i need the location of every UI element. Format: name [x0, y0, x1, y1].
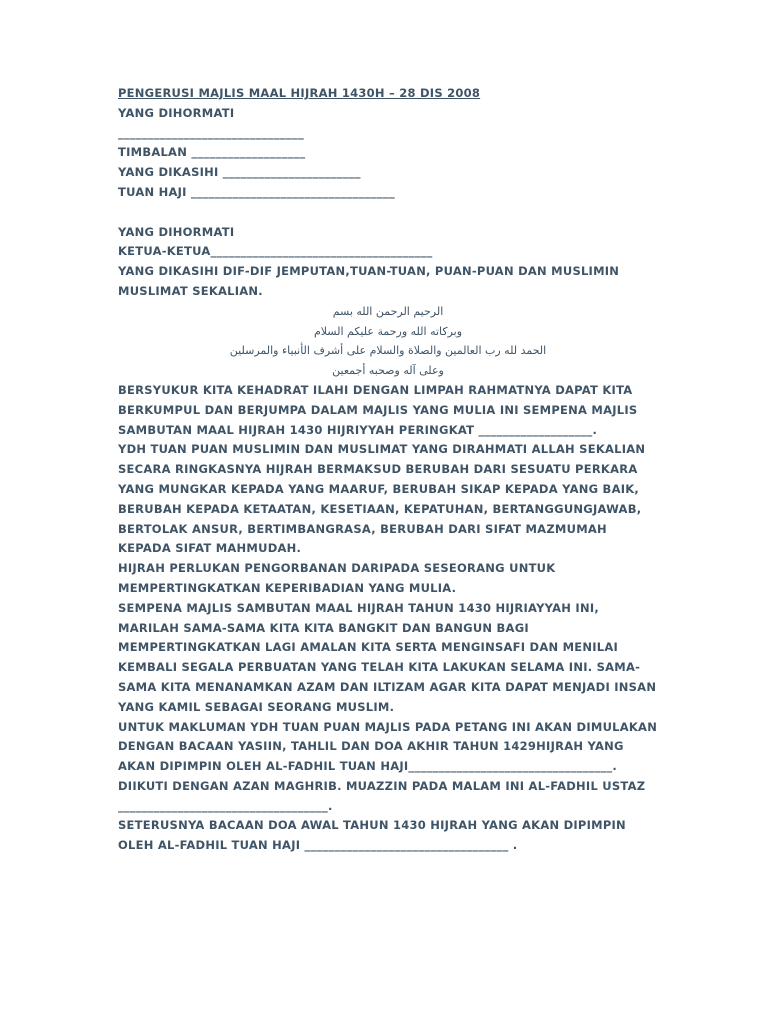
salutation-line: TUAN HAJI __________________________________: [118, 184, 395, 199]
speech-paragraph: DIIKUTI DENGAN AZAN MAGHRIB. MUAZZIN PADA MALAM INI AL-FADHIL USTAZ ___________________________________.: [118, 778, 646, 813]
arabic-salawat: وعلى آله وصحبه أجمعين: [332, 364, 444, 378]
speech-paragraph: YDH TUAN PUAN MUSLIMIN DAN MUSLIMAT YANG DIRAHMATI ALLAH SEKALIAN: [118, 442, 646, 457]
salutation-line: YANG DIHORMATI: [118, 224, 235, 239]
document-heading: PENGERUSI MAJLIS MAAL HIJRAH 1430H – 28 DIS 2008: [118, 86, 481, 100]
speech-paragraph: SECARA RINGKASNYA HIJRAH BERMAKSUD BERUBAH DARI SESUATU PERKARA YANG MUNGKAR KEPADA YANG MAARUF, BERUBAH SIKAP KEPADA YANG BAIK, BERUBAH KEPADA KETAATAN, KESETIAAN, KEPATUHAN, BERTANGGUNGJAWAB, BERTOLAK ANSUR, BERTIMBANGRASA, BERUBAH DARI SIFAT MAZMUMAH KEPADA SIFAT MAHMUDAH.: [118, 462, 642, 556]
arabic-basmalah: الرحيم الرحمن الله بسم: [332, 304, 444, 318]
speech-paragraph: UNTUK MAKLUMAN YDH TUAN PUAN MAJLIS PADA PETANG INI AKAN DIMULAKAN DENGAN BACAAN YASIIN, TAHLIL DAN DOA AKHIR TAHUN 1429HIJRAH YANG AKAN DIPIMPIN OLEH AL-FADHIL TUAN HAJI__________________________________.: [118, 719, 658, 774]
spacer: [118, 203, 658, 223]
salutation-line: TIMBALAN ___________________: [118, 145, 306, 160]
salutation-line: YANG DIHORMATI: [118, 105, 235, 120]
speech-paragraph: SEMPENA MAJLIS SAMBUTAN MAAL HIJRAH TAHUN 1430 HIJRIAYYAH INI, MARILAH SAMA-SAMA KITA KITA BANGKIT DAN BANGUN BAGI MEMPERTINGKATKAN LAGI AMALAN KITA SERTA MENGINSAFI DAN MENILAI KEMBALI SEGALA PERBUATAN YANG TELAH KITA LAKUKAN SELAMA INI. SAMA-SAMA KITA MENANAMKAN AZAM DAN ILTIZAM AGAR KITA DAPAT MENJADI INSAN YANG KAMIL SEBAGAI SEORANG MUSLIM.: [118, 600, 657, 714]
arabic-hamdalah: الحمد لله رب العالمين والصلاة والسلام على أشرف الأنبياء والمرسلين: [229, 344, 547, 358]
speech-document: [118, 84, 658, 856]
speech-paragraph: HIJRAH PERLUKAN PENGORBANAN DARIPADA SESEORANG UNTUK MEMPERTINGKATKAN KEPERIBADIAN YANG MULIA.: [118, 561, 556, 595]
salutation-blank-line: _______________________________: [118, 125, 304, 140]
salutation-line: YANG DIKASIHI _______________________: [118, 165, 361, 180]
speech-paragraph: BERSYUKUR KITA KEHADRAT ILAHI DENGAN LIMPAH RAHMATNYA DAPAT KITA BERKUMPUL DAN BERJUMPA DALAM MAJLIS YANG MULIA INI SEMPENA MAJLIS SAMBUTAN MAAL HIJRAH 1430 HIJRIYYAH PERINGKAT ___________________.: [118, 382, 638, 437]
invitees-paragraph: YANG DIKASIHI DIF-DIF JEMPUTAN,TUAN-TUAN, PUAN-PUAN DAN MUSLIMIN MUSLIMAT SEKALIAN.: [118, 264, 620, 298]
speech-paragraph: SETERUSNYA BACAAN DOA AWAL TAHUN 1430 HIJRAH YANG AKAN DIPIMPIN OLEH AL-FADHIL TUAN HAJI __________________________________ .: [118, 818, 626, 853]
salutation-line: KETUA-KETUA_____________________________________: [118, 244, 433, 259]
arabic-salam: وبركاته الله ورحمة عليكم السلام: [313, 324, 463, 338]
